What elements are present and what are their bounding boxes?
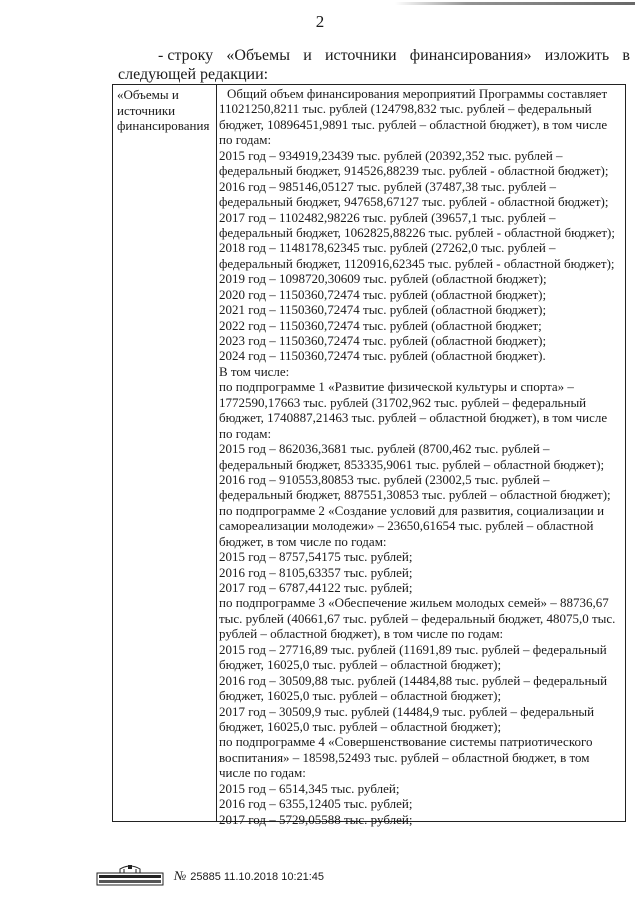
intro-word: - строку: [158, 47, 214, 64]
content-line: 2016 год – 30509,88 тыс. рублей (14484,88 тыс. рублей – федеральный: [219, 672, 608, 688]
content-line: 2017 год – 6787,44122 тыс. рублей;: [219, 580, 413, 595]
content-line: воспитания» – 18598,52493 тыс. рублей – областной бюджет, в том: [219, 749, 590, 765]
content-line: 2019 год – 1098720,30609 тыс. рублей (областной бюджет);: [219, 271, 547, 287]
content-line: самореализации молодежи» – 23650,61654 тыс. рублей – областной: [219, 518, 594, 534]
intro-word: и: [303, 47, 312, 64]
content-line: В том числе:: [219, 363, 290, 379]
table-content-cell: [219, 86, 624, 827]
content-line: по подпрограмме 3 «Обеспечение жильем молодых семей» – 88736,67: [219, 595, 609, 611]
content-line: 2015 год – 6514,345 тыс. рублей;: [219, 780, 400, 796]
header-line: «Объемы и: [117, 87, 179, 102]
content-line: бюджет, 10896451,9891 тыс. рублей – областной бюджет), в том числе: [219, 116, 608, 132]
content-line: 2023 год – 1150360,72474 тыс. рублей (областной бюджет);: [219, 333, 547, 348]
content-line: 2016 год – 910553,80853 тыс. рублей (23002,5 тыс. рублей –: [219, 471, 550, 487]
content-line: федеральный бюджет, 947658,67127 тыс. рублей - областной бюджет);: [219, 194, 609, 210]
header-line: финансирования: [117, 118, 210, 133]
content-line: тыс. рублей (40661,67 тыс. рублей – федеральный бюджет, 48075,0 тыс.: [219, 610, 616, 626]
content-line: 2020 год – 1150360,72474 тыс. рублей (областной бюджет);: [219, 286, 547, 302]
financing-table: [112, 84, 626, 827]
government-emblem-icon: [96, 864, 164, 886]
table-header-cell: [117, 87, 213, 134]
content-line: 2024 год – 1150360,72474 тыс. рублей (областной бюджет).: [219, 348, 546, 364]
content-line: 2017 год – 5729,05588 тыс. рублей;: [219, 811, 413, 827]
intro-paragraph: [118, 46, 630, 84]
content-line: федеральный бюджет, 1120916,62345 тыс. рублей - областной бюджет);: [219, 255, 615, 271]
registration-stamp: [174, 868, 324, 884]
content-line: рублей – областной бюджет), в том числе по годам:: [219, 626, 504, 642]
intro-word: финансирования»: [409, 47, 532, 64]
content-line: бюджет, 16025,0 тыс. рублей – областной бюджет);: [219, 657, 502, 673]
content-line: бюджет, 16025,0 тыс. рублей – областной бюджет);: [219, 688, 502, 704]
header-line: источники: [117, 102, 176, 118]
content-line: 2021 год – 1150360,72474 тыс. рублей (областной бюджет);: [219, 302, 547, 318]
content-line: федеральный бюджет, 887551,30853 тыс. рублей – областной бюджет);: [219, 487, 611, 503]
content-line: по подпрограмме 4 «Совершенствование системы патриотического: [219, 734, 593, 750]
intro-word: «Объемы: [226, 47, 290, 64]
content-line: 2018 год – 1148178,62345 тыс. рублей (27262,0 тыс. рублей –: [219, 240, 556, 256]
page-number: 2: [315, 12, 325, 31]
content-line: 11021250,8211 тыс. рублей (124798,832 тыс. рублей – федеральный: [219, 101, 592, 117]
registration-text: 25885 11.10.2018 10:21:45: [190, 871, 325, 883]
content-line: бюджет, 16025,0 тыс. рублей – областной бюджет);: [219, 718, 502, 734]
intro-word: в: [622, 47, 630, 64]
content-line: бюджет, в том числе по годам:: [219, 533, 387, 549]
content-line: по годам:: [219, 132, 272, 148]
intro-word: источники: [324, 47, 397, 64]
scan-edge-artifact: [395, 2, 635, 5]
content-line: по подпрограмме 2 «Создание условий для развития, социализации и: [219, 502, 605, 518]
content-line: 2015 год – 934919,23439 тыс. рублей (20392,352 тыс. рублей –: [219, 147, 563, 163]
content-line: 2017 год – 30509,9 тыс. рублей (14484,9 тыс. рублей – федеральный: [219, 703, 595, 719]
intro-line-1: [118, 46, 630, 65]
content-line: Общий объем финансирования мероприятий Программы составляет: [227, 86, 608, 101]
content-line: 2016 год – 985146,05127 тыс. рублей (37487,38 тыс. рублей –: [219, 178, 557, 194]
number-symbol: №: [174, 868, 187, 883]
content-line: 2017 год – 1102482,98226 тыс. рублей (39657,1 тыс. рублей –: [219, 209, 556, 225]
content-line: числе по годам:: [219, 765, 306, 781]
content-line: по подпрограмме 1 «Развитие физической культуры и спорта» –: [219, 379, 574, 395]
content-line: 2022 год – 1150360,72474 тыс. рублей (областной бюджет;: [219, 317, 542, 333]
content-line: федеральный бюджет, 914526,88239 тыс. рублей - областной бюджет);: [219, 163, 609, 179]
content-line: 2016 год – 6355,12405 тыс. рублей;: [219, 796, 413, 812]
content-line: 2015 год – 8757,54175 тыс. рублей;: [219, 549, 413, 565]
content-line: 2016 год – 8105,63357 тыс. рублей;: [219, 564, 413, 580]
content-line: 2015 год – 27716,89 тыс. рублей (11691,89 тыс. рублей – федеральный: [219, 641, 607, 657]
column-divider: [216, 85, 217, 821]
document-footer: [96, 862, 356, 886]
intro-line-2: следующей редакции:: [118, 66, 269, 83]
intro-word: изложить: [544, 47, 610, 64]
content-line: федеральный бюджет, 1062825,88226 тыс. рублей - областной бюджет);: [219, 224, 615, 240]
content-line: по годам:: [219, 425, 272, 441]
content-line: 2015 год – 862036,3681 тыс. рублей (8700,462 тыс. рублей –: [219, 441, 550, 457]
content-line: 1772590,17663 тыс. рублей (31702,962 тыс. рублей – федеральный: [219, 394, 587, 410]
content-line: бюджет, 1740887,21463 тыс. рублей – областной бюджет), в том числе: [219, 410, 608, 426]
content-line: федеральный бюджет, 853335,9061 тыс. рублей – областной бюджет);: [219, 456, 605, 472]
